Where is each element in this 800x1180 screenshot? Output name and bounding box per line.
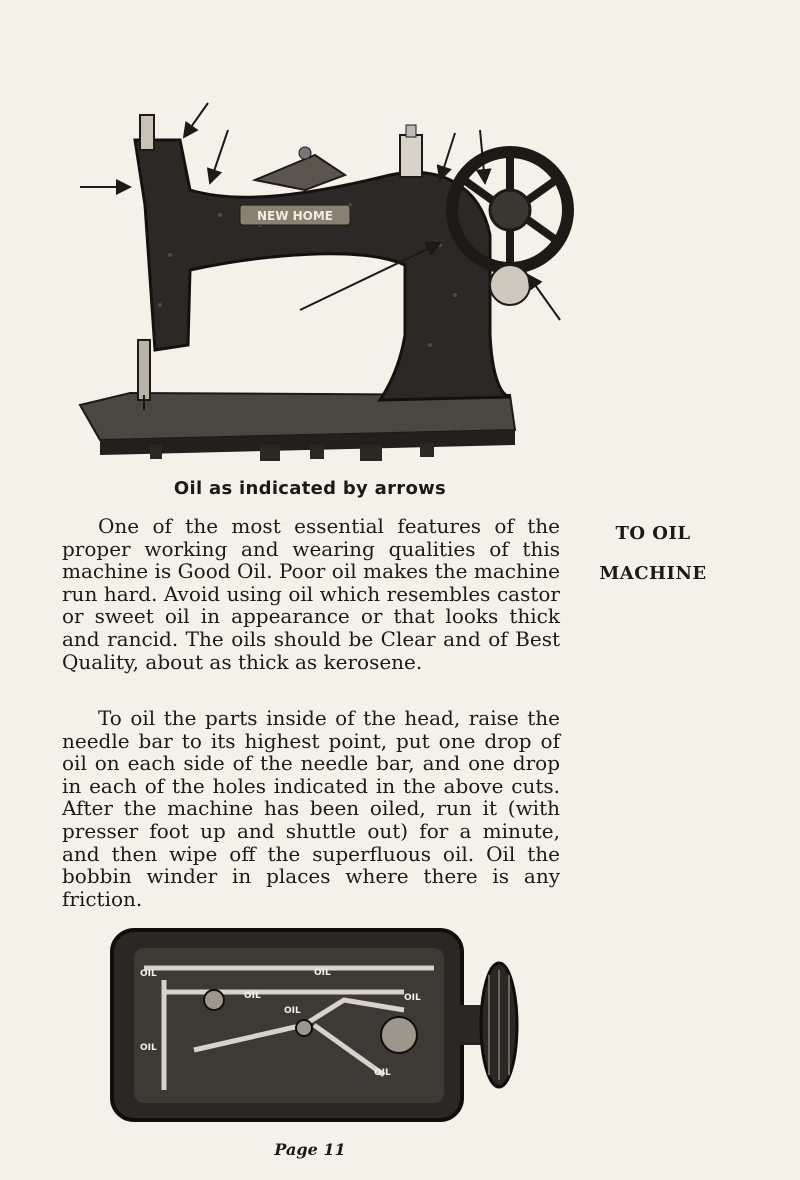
brand-plate: NEW HOME — [256, 209, 334, 223]
side-heading-line2: MACHINE — [599, 563, 707, 584]
oil-label: OIL — [314, 968, 331, 978]
oil-label: OIL — [404, 993, 421, 1003]
sewing-machine-illustration — [60, 95, 580, 475]
paragraph-oiling-instructions: To oil the parts inside of the head, raise the needle bar to its highest point, put one drop of oil on each side of the needle bar, and one drop in each of the holes indicated in the above cuts. After the machine has been oiled, run it (with presser foot up and shuttle out) for a minute, and then wipe off the superfluous oil. Oil the bobbin winder in places where there is any friction. — [62, 706, 560, 911]
oil-label: OIL — [244, 991, 261, 1001]
page-number: Page 11 — [274, 1140, 346, 1159]
machine-underside-illustration — [104, 920, 534, 1130]
oil-label: OIL — [284, 1006, 301, 1016]
oil-label: OIL — [140, 969, 157, 979]
oil-label: OIL — [140, 1043, 157, 1053]
figure-caption: Oil as indicated by arrows — [173, 478, 447, 499]
paragraph-oil-quality: One of the most essential features of the proper working and wearing qualities of this machine is Good Oil. Poor oil makes the machine run hard. Avoid using oil which resembles castor or sweet oil in appearance or that looks thick and rancid. The oils should be Clear and of Best Quality, about as thick as kerosene. — [62, 514, 560, 674]
oil-label: OIL — [374, 1068, 391, 1078]
side-heading-line1: TO OIL — [615, 523, 691, 544]
